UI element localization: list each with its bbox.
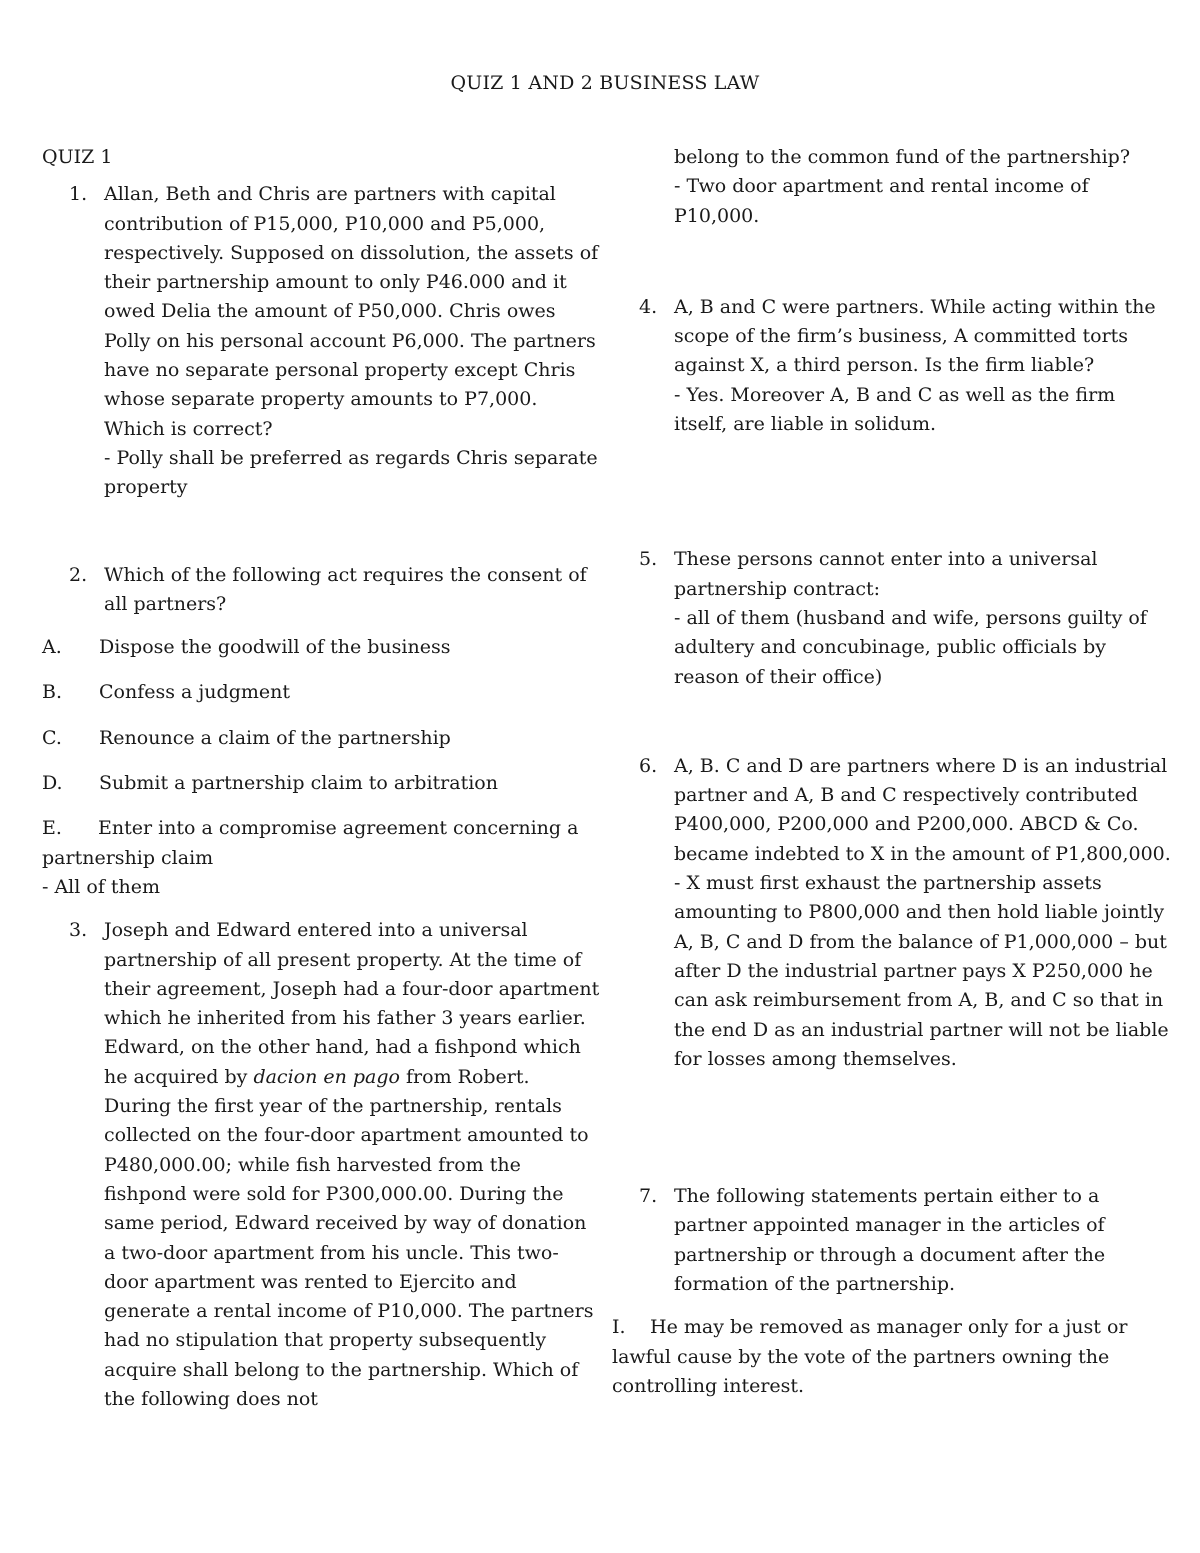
statement-i	[612, 1313, 1172, 1401]
option-b	[42, 678, 602, 707]
option-text: Confess a judgment	[99, 681, 290, 704]
option-c	[42, 724, 602, 753]
option-a	[42, 633, 602, 662]
answer-text: - all of them (husband and wife, persons guilty of adultery and concubinage, public officials by reason of their office)	[674, 606, 1147, 688]
question-text: These persons cannot enter into a universal partnership contract:	[674, 548, 1098, 600]
question-number: 5.	[639, 548, 658, 571]
option-label: E.	[42, 817, 62, 840]
question-text: belong to the common fund of the partnership?	[674, 146, 1131, 168]
question-text: A, B. C and D are partners where D is an industrial partner and A, B and C respectively contributed P400,000, P200,000 and P200,000. ABCD & Co. became indebted to X in the amount of P1,800,000.	[674, 754, 1171, 865]
quiz1-heading: QUIZ 1	[42, 146, 113, 168]
right-column	[612, 143, 1172, 1401]
question-text-italic: dacion en pago	[253, 1065, 400, 1088]
question-number: 3.	[69, 919, 88, 942]
answer-text: - Polly shall be preferred as regards Chris separate property	[104, 446, 598, 499]
question-number: 4.	[639, 295, 658, 318]
answer-text: - Yes. Moreover A, B and C as well as the firm itself, are liable in solidum.	[674, 383, 1116, 436]
question-5	[612, 545, 1172, 691]
question-number: 7.	[639, 1185, 658, 1208]
question-7	[612, 1182, 1172, 1299]
statement-label: I.	[612, 1316, 626, 1339]
option-e	[42, 814, 602, 873]
question-3	[42, 916, 602, 1414]
question-4	[612, 293, 1172, 439]
question-text	[104, 916, 602, 1414]
option-d	[42, 769, 602, 798]
option-label: B.	[42, 681, 63, 704]
option-label: C.	[42, 726, 62, 749]
question-2	[42, 561, 602, 620]
option-text: Submit a partnership claim to arbitration	[99, 772, 498, 795]
question-1	[42, 180, 602, 502]
option-label: A.	[42, 636, 62, 659]
question-number: 6.	[639, 754, 658, 777]
question-text-part: Joseph and Edward entered into a universal partnership of all present property. At the time of their agreement, Joseph had a four-door apartment which he inherited from his father 3 years earlier. Edward, on the other hand, had a fishpond which he acquired by	[104, 919, 600, 1088]
question-text: Allan, Beth and Chris are partners with capital contribution of P15,000, P10,000 and P5,000, respectively. Supposed on dissolution, the assets of their partnership amount to only P46.000 and it owed Delia the amount of P50,000. Chris owes Polly on his personal account P6,000. The partners have no separate personal property except Chris whose separate property amounts to P7,000. Which is correct?	[104, 183, 599, 440]
question-number: 1.	[69, 183, 88, 206]
answer-text: - Two door apartment and rental income of P10,000.	[674, 175, 1089, 227]
option-text: Renounce a claim of the partnership	[99, 726, 451, 749]
answer-text: - X must first exhaust the partnership assets amounting to P800,000 and then hold liable jointly A, B, C and D from the balance of P1,000,000 – but after D the industrial partner pays X P250,000 he can ask reimbursement from A, B, and C so that in the end D as an industrial partner will not be liable for losses among themselves.	[674, 872, 1169, 1070]
left-column	[42, 143, 602, 1414]
question-text: Which of the following act requires the consent of all partners?	[104, 563, 587, 615]
answer-text: - All of them	[42, 875, 161, 898]
option-text: Dispose the goodwill of the business	[99, 636, 451, 659]
question-6	[612, 752, 1172, 1074]
option-text: Enter into a compromise agreement concerning a partnership claim	[42, 817, 579, 869]
page-title: QUIZ 1 AND 2 BUSINESS LAW	[450, 72, 760, 94]
statement-text: He may be removed as manager only for a just or lawful cause by the vote of the partners owning the controlling interest.	[612, 1316, 1128, 1397]
question-number: 2.	[69, 563, 88, 586]
question-text: The following statements pertain either to a partner appointed manager in the articles of partnership or through a document after the formation of the partnership.	[674, 1185, 1106, 1296]
question-text: A, B and C were partners. While acting within the scope of the firm’s business, A committed torts against X, a third person. Is the firm liable?	[674, 295, 1156, 377]
option-label: D.	[42, 772, 63, 795]
question-text-part: from Robert. During the first year of the partnership, rentals collected on the four-door apartment amounted to P480,000.00; while fish harvested from the fishpond were sold for P300,000.00. During the same period, Edward received by way of donation a two-door apartment from his uncle. This two-door apartment was rented to Ejercito and generate a rental income of P10,000. The partners had no stipulation that property subsequently acquire shall belong to the partnership. Which of the following does not	[104, 1065, 594, 1410]
question-3-continued	[612, 143, 1172, 231]
